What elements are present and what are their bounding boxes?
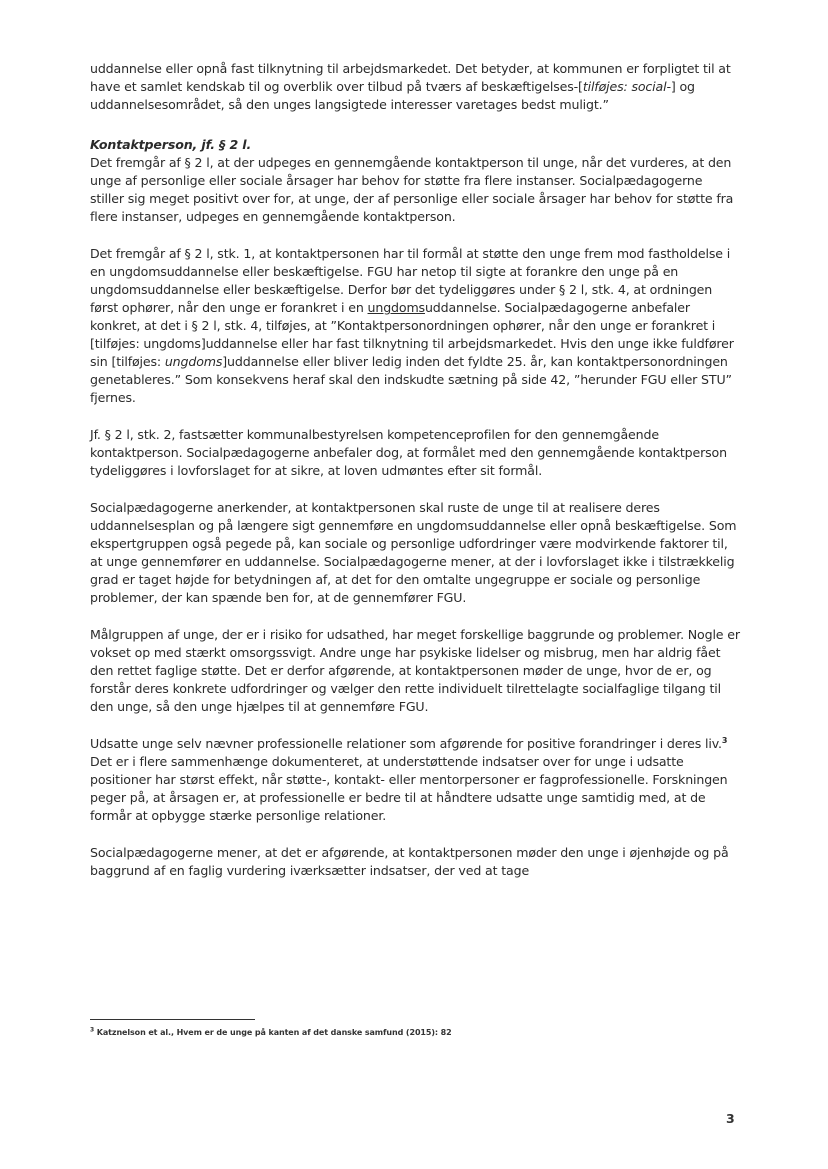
text: Det fremgår af § 2 l, stk. 1, at kontaktpersonen har til formål at støtte den unge frem mod fastholdelse i en ungdomsuddannelse eller beskæftigelse. FGU har netop til sigte at forankre den unge på en ungdomsuddannelse eller beskæftigelse. Derfor bør det tydeliggøres under § 2 l, stk. 4, at ordningen først ophører, når den unge er forankret i en	[90, 246, 731, 315]
document-page	[90, 60, 740, 880]
underlined-word: ungdoms	[367, 300, 425, 315]
section-heading: Kontaktperson, jf. § 2 l.	[90, 137, 252, 152]
paragraph-7: Socialpædagogerne mener, at det er afgørende, at kontaktpersonen møder den unge i øjenhøjde og på baggrund af en faglig vurdering iværksætter indsatser, der ved at tage	[90, 845, 729, 878]
paragraph-4: Socialpædagogerne anerkender, at kontaktpersonen skal ruste de unge til at realisere deres uddannelsesplan og på længere sigt gennemføre en ungdomsuddannelse eller opnå beskæftigelse. Som ekspertgruppen også pegede på, kan sociale og personlige udfordringer være modvirkende faktorer til, at unge gennemfører en uddannelse. Socialpædagogerne mener, at der i lovforslaget ikke i tilstrækkelig grad er taget højde for betydningen af, at det for den omtalte ungegruppe er sociale og personlige problemer, der kan spænde ben for, at de gennemfører FGU.	[90, 500, 737, 605]
footnote	[90, 1028, 452, 1037]
text: Udsatte unge selv nævner professionelle relationer som afgørende for positive forandringer i deres liv.	[90, 736, 722, 751]
paragraph-6	[90, 735, 740, 825]
paragraph-3: Jf. § 2 l, stk. 2, fastsætter kommunalbestyrelsen kompetenceprofilen for den gennemgående kontaktperson. Socialpædagogerne anbefaler dog, at formålet med den gennemgående kontaktperson tydeliggøres i lovforslaget for at sikre, at loven udmøntes efter sit formål.	[90, 427, 727, 478]
footnote-divider	[90, 1019, 255, 1020]
footnote-text: Katznelson et al., Hvem er de unge på kanten af det danske samfund (2015): 82	[94, 1028, 452, 1037]
paragraph-5: Målgruppen af unge, der er i risiko for udsathed, har meget forskellige baggrunde og problemer. Nogle er vokset op med stærkt omsorgssvigt. Andre unge har psykiske lidelser og misbrug, men har aldrig fået den rettet faglige støtte. Det er derfor afgørende, at kontaktpersonen møder de unge, hvor de er, og forstår deres konkrete udfordringer og vælger den rette individuelt tilrettelagte socialfaglige tilgang til den unge, så den unge hjælpes til at gennemføre FGU.	[90, 627, 740, 714]
footnote-reference: 3	[721, 735, 728, 745]
text: ] og uddannelsesområdet, så den unges langsigtede interesser varetages bedst muligt.”	[90, 79, 695, 112]
footnote-number: 3	[90, 1026, 95, 1034]
continuation-paragraph	[90, 60, 740, 114]
italic-insert: ungdoms	[164, 354, 223, 369]
text: uddannelse. Socialpædagogerne anbefaler konkret, at det i § 2 l, stk. 4, tilføjes, at ”Kontaktpersonordningen ophører, når den unge er forankret i [tilføjes: ungdoms]uddannelse eller har fast tilknytning til arbejdsmarkedet. Hvis den unge ikke fuldfører sin [tilføjes:	[90, 300, 734, 369]
page-number: 3	[726, 1111, 735, 1126]
italic-insert: tilføjes: social-	[582, 79, 671, 94]
text: ]uddannelse eller bliver ledig inden det fyldte 25. år, kan kontaktpersonordningen genetableres.” Som konsekvens heraf skal den indskudte sætning på side 42, ”herunder FGU eller STU” fjernes.	[90, 354, 732, 405]
text: Det er i flere sammenhænge dokumenteret, at understøttende indsatser over for unge i udsatte positioner har størst effekt, når støtte-, kontakt- eller mentorpersoner er fagprofessionelle. Forskningen peger på, at årsagen er, at professionelle er bedre til at håndtere udsatte unge samtidig med, at de formår at opbygge stærke personlige relationer.	[90, 754, 728, 823]
section-intro: Det fremgår af § 2 l, at der udpeges en gennemgående kontaktperson til unge, når det vurderes, at den unge af personlige eller sociale årsager har behov for støtte fra flere instanser. Socialpædagogerne stiller sig meget positivt over for, at unge, der af personlige eller sociale årsager har behov for støtte fra flere instanser, udpeges en gennemgående kontaktperson.	[90, 155, 734, 224]
paragraph-2	[90, 245, 740, 407]
text: uddannelse eller opnå fast tilknytning til arbejdsmarkedet. Det betyder, at kommunen er forpligtet til at have et samlet kendskab til og overblik over tilbud på tværs af beskæftigelses-[	[90, 61, 731, 94]
